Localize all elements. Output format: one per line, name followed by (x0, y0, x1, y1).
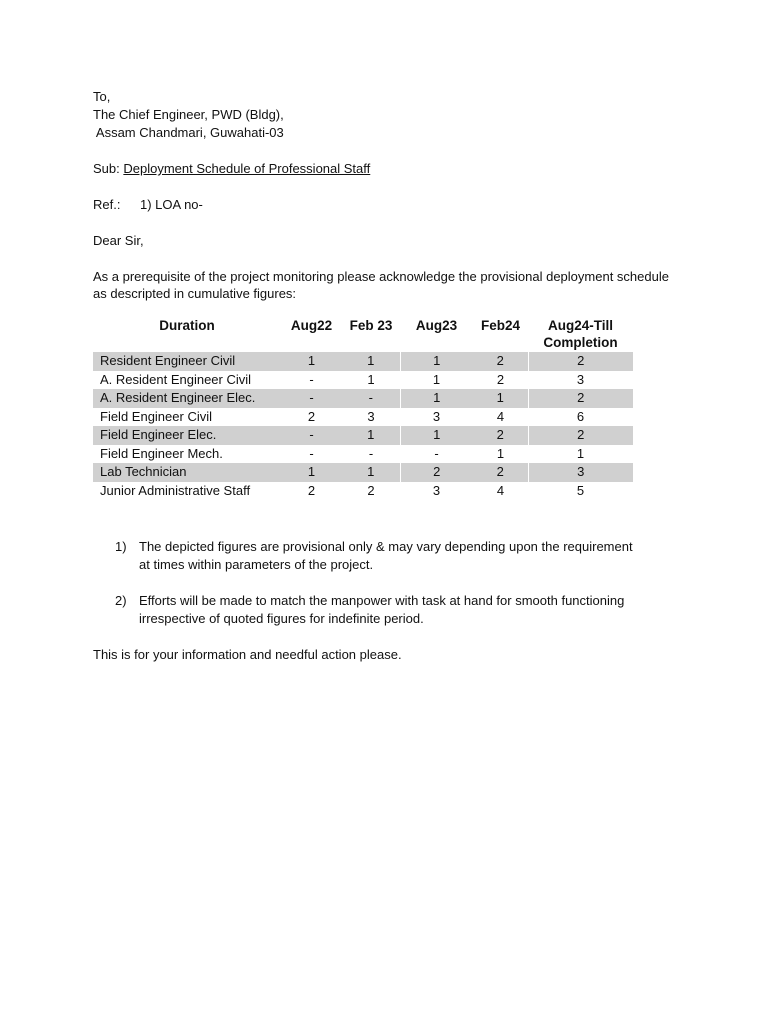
note-number: 1) (115, 539, 127, 554)
value-cell: - (281, 389, 342, 408)
header-aug23: Aug23 (415, 318, 458, 333)
role-cell: Resident Engineer Civil (93, 352, 281, 371)
subject-line (93, 160, 683, 178)
table-row (93, 389, 633, 408)
role-cell: A. Resident Engineer Elec. (93, 389, 281, 408)
value-cell: 1 (281, 463, 342, 482)
role-cell: Lab Technician (93, 463, 281, 482)
table-row (93, 408, 633, 427)
value-cell: 3 (528, 463, 633, 482)
table-row (93, 371, 633, 390)
salutation: Dear Sir, (93, 233, 144, 248)
table-header-row (93, 314, 633, 352)
table-row (93, 445, 633, 464)
value-cell: 2 (307, 408, 316, 424)
table-row (93, 352, 633, 371)
note-item (115, 538, 635, 574)
value-cell: 4 (496, 408, 505, 424)
value-cell: 2 (528, 426, 633, 445)
value-cell: 2 (400, 463, 473, 482)
intro-paragraph: As a prerequisite of the project monitoring please acknowledge the provisional deployment schedule as descripted in cumulative figures: (93, 269, 669, 301)
value-cell: 2 (473, 352, 528, 371)
reference-line (93, 196, 683, 214)
value-cell: 1 (400, 352, 473, 371)
value-cell: 1 (281, 352, 342, 371)
value-cell: 1 (342, 426, 400, 445)
subject-label: Sub: (93, 161, 124, 176)
addressee-line: The Chief Engineer, PWD (Bldg), (93, 107, 284, 122)
value-cell: - (281, 426, 342, 445)
value-cell: - (309, 445, 314, 461)
closing-line: This is for your information and needful action please. (93, 647, 402, 662)
header-duration: Duration (159, 318, 215, 333)
header-aug24-till-completion: Aug24-Till Completion (543, 318, 618, 350)
value-cell: 1 (342, 352, 400, 371)
role-cell: Field Engineer Elec. (93, 426, 281, 445)
value-cell: 2 (367, 482, 375, 498)
header-feb24: Feb24 (480, 318, 521, 333)
header-aug22: Aug22 (290, 318, 333, 333)
header-feb23: Feb 23 (349, 318, 393, 333)
table-row (93, 426, 633, 445)
value-cell: 1 (342, 463, 400, 482)
value-cell: 2 (473, 426, 528, 445)
value-cell: - (309, 371, 314, 387)
role-cell: Junior Administrative Staff (100, 482, 251, 498)
role-cell: Field Engineer Civil (100, 408, 212, 424)
value-cell: 2 (528, 389, 633, 408)
role-cell: A. Resident Engineer Civil (100, 371, 252, 387)
deployment-schedule-table (93, 314, 633, 500)
to-line: To, (93, 89, 111, 104)
value-cell: 1 (400, 389, 473, 408)
address-line: Assam Chandmari, Guwahati-03 (93, 125, 284, 140)
note-text: The depicted figures are provisional only & may vary depending upon the requirement at times within parameters of the project. (139, 539, 633, 572)
value-cell: 2 (528, 352, 633, 371)
table-row (93, 482, 633, 501)
value-cell: 2 (473, 463, 528, 482)
reference-label: Ref.: (93, 197, 121, 212)
value-cell: 1 (432, 371, 441, 387)
value-cell: 1 (576, 445, 585, 461)
note-number: 2) (115, 593, 127, 608)
value-cell: 2 (307, 482, 316, 498)
value-cell: 1 (367, 371, 375, 387)
value-cell: 5 (576, 482, 585, 498)
value-cell: 3 (432, 482, 441, 498)
letter-body (93, 88, 683, 664)
note-text: Efforts will be made to match the manpower with task at hand for smooth functioning irrespective of quoted figures for indefinite period. (139, 593, 625, 626)
value-cell: 6 (576, 408, 585, 424)
value-cell: 1 (496, 445, 505, 461)
value-cell: 2 (496, 371, 505, 387)
value-cell: - (342, 389, 400, 408)
value-cell: 3 (432, 408, 441, 424)
value-cell: 1 (473, 389, 528, 408)
role-cell: Field Engineer Mech. (100, 445, 223, 461)
value-cell: 3 (367, 408, 375, 424)
note-item (115, 592, 635, 628)
table-row (93, 463, 633, 482)
reference-value: 1) LOA no- (140, 197, 203, 212)
value-cell: 3 (576, 371, 585, 387)
value-cell: - (434, 445, 439, 461)
subject-title: Deployment Schedule of Professional Staff (123, 161, 371, 176)
value-cell: 1 (400, 426, 473, 445)
notes-list (115, 538, 635, 628)
value-cell: 4 (496, 482, 505, 498)
value-cell: - (368, 445, 374, 461)
